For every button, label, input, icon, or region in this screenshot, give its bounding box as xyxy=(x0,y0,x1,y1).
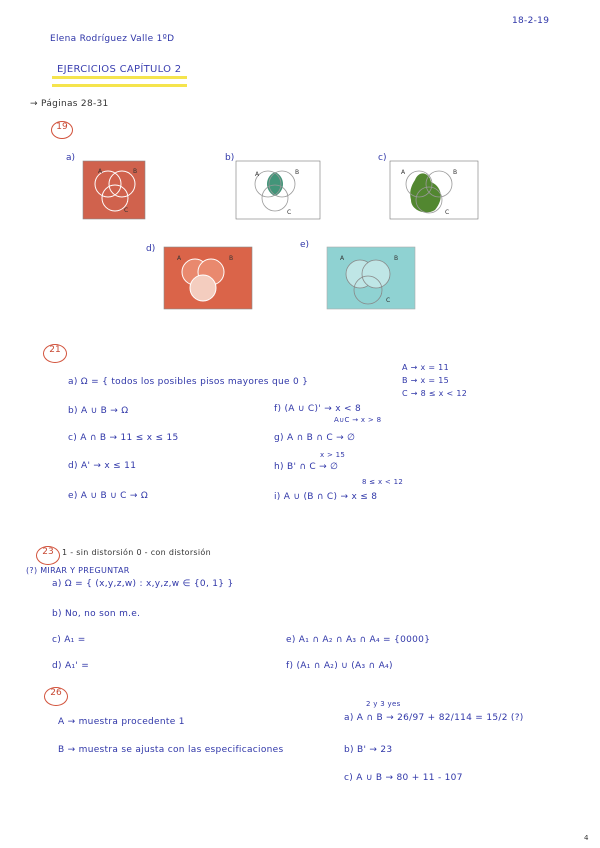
ex23-e: e) A₁ ∩ A₂ ∩ A₃ ∩ A₄ = {0000} xyxy=(286,635,431,645)
ex23-b: b) No, no son m.e. xyxy=(52,609,141,619)
ex21-def-a: A → x = 11 xyxy=(402,363,449,372)
exercise-26-label: 26 xyxy=(50,688,62,698)
exercise-21-label: 21 xyxy=(49,345,61,355)
svg-text:A: A xyxy=(177,255,182,262)
ex26-a: a) A ∩ B → 26/97 + 82/114 = 15/2 (?) xyxy=(344,713,524,723)
ex21-f-note: A∪C → x > 8 xyxy=(334,416,382,424)
svg-text:C: C xyxy=(386,297,391,304)
ex21-f: f) (A ∪ C)' → x < 8 xyxy=(274,404,362,414)
venn-diagram-b xyxy=(235,160,321,220)
author-name: Elena Rodríguez Valle 1ºD xyxy=(50,34,175,44)
ex21-a: a) Ω = { todos los posibles pisos mayores que 0 } xyxy=(68,377,309,387)
venn-diagram-a xyxy=(82,160,146,220)
svg-text:A: A xyxy=(340,255,345,262)
exercise-26-number xyxy=(44,687,68,706)
exercise-21-number xyxy=(43,344,67,363)
page-corner-number: 4 xyxy=(584,834,589,842)
svg-text:C: C xyxy=(445,209,450,216)
svg-text:A: A xyxy=(401,169,406,176)
venn-diagram-c xyxy=(389,160,479,220)
ex21-i: i) A ∪ (B ∩ C) → x ≤ 8 xyxy=(274,492,378,502)
ex21-i-note: 8 ≤ x < 12 xyxy=(362,478,404,486)
ex21-e: e) A ∪ B ∪ C → Ω xyxy=(68,491,149,501)
ex21-def-b: B → x = 15 xyxy=(402,376,449,385)
ex23-mark: (?) MIRAR Y PREGUNTAR xyxy=(26,566,130,575)
svg-text:C: C xyxy=(124,207,129,214)
ex26-B: B → muestra se ajusta con las especificaciones xyxy=(58,745,284,755)
venn-e-label: e) xyxy=(300,240,310,250)
ex26-a-note: 2 y 3 yes xyxy=(366,700,401,708)
svg-text:B: B xyxy=(229,255,234,262)
ex21-g: g) A ∩ B ∩ C → ∅ xyxy=(274,433,356,443)
ex26-A: A → muestra procedente 1 xyxy=(58,717,185,727)
svg-text:B: B xyxy=(453,169,458,176)
ex23-header: 1 - sin distorsión 0 - con distorsión xyxy=(62,548,211,557)
exercise-19-label: 19 xyxy=(56,122,68,132)
svg-text:C: C xyxy=(287,209,292,216)
ex21-d: d) A' → x ≤ 11 xyxy=(68,461,137,471)
venn-diagram-d xyxy=(163,246,253,310)
ex23-f: f) (A₁ ∩ A₂) ∪ (A₃ ∩ A₄) xyxy=(286,661,393,671)
date: 18-2-19 xyxy=(512,16,550,26)
svg-text:A: A xyxy=(98,168,103,175)
exercise-23-label: 23 xyxy=(42,547,54,557)
svg-text:B: B xyxy=(295,169,300,176)
ex21-b: b) A ∪ B → Ω xyxy=(68,406,129,416)
ex23-d: d) A₁' = xyxy=(52,661,90,671)
svg-text:B: B xyxy=(133,168,138,175)
ex21-def-c: C → 8 ≤ x < 12 xyxy=(402,389,468,398)
ex23-c: c) A₁ = xyxy=(52,635,86,645)
title-highlight-2 xyxy=(52,84,187,87)
ex26-c: c) A ∪ B → 80 + 11 - 107 xyxy=(344,773,463,783)
ex26-b: b) B' → 23 xyxy=(344,745,393,755)
exercise-23-number xyxy=(36,546,60,565)
ex21-h: h) B' ∩ C → ∅ xyxy=(274,462,339,472)
exercise-19-number xyxy=(51,121,73,139)
venn-a-label: a) xyxy=(66,153,76,163)
title-highlight xyxy=(52,76,187,79)
svg-text:A: A xyxy=(255,171,260,178)
ex21-c: c) A ∩ B → 11 ≤ x ≤ 15 xyxy=(68,433,179,443)
svg-text:B: B xyxy=(394,255,399,262)
ex23-a: a) Ω = { (x,y,z,w) : x,y,z,w ∈ {0, 1} } xyxy=(52,579,234,589)
page-title: EJERCICIOS CAPÍTULO 2 xyxy=(57,64,182,75)
venn-b-label: b) xyxy=(225,153,235,163)
pages-line: → Páginas 28-31 xyxy=(30,99,109,109)
venn-c-label: c) xyxy=(378,153,387,163)
ex21-h-note: x > 15 xyxy=(320,451,346,459)
venn-d-label: d) xyxy=(146,244,156,254)
venn-diagram-e xyxy=(326,246,416,310)
